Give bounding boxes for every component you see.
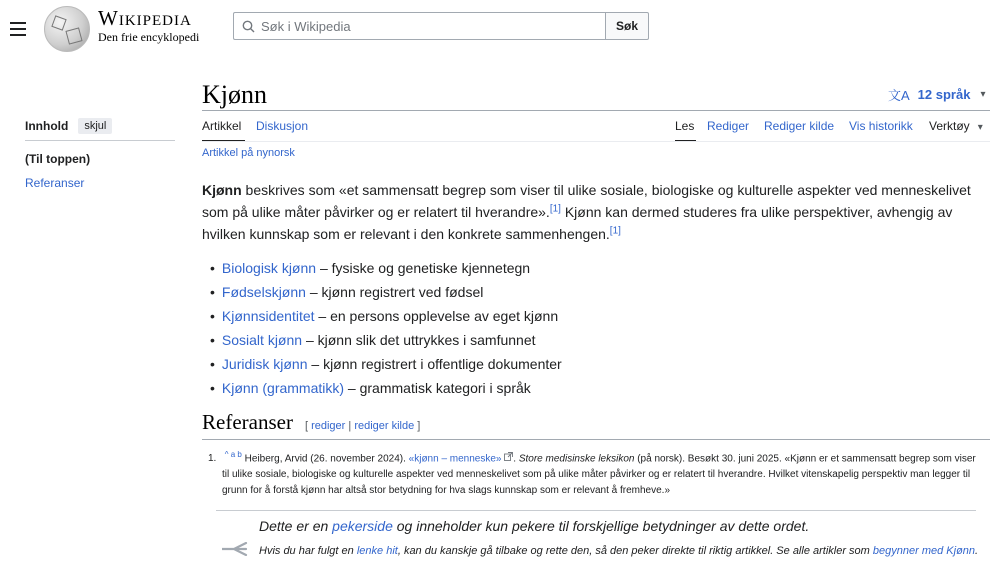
reference-title-link[interactable]: «kjønn – menneske» (408, 453, 502, 465)
tab-history[interactable]: Vis historikk (849, 119, 913, 133)
list-item (210, 352, 562, 376)
reference-author: Heiberg, Arvid (26. november 2024). (241, 453, 409, 465)
lead-paragraph (202, 179, 972, 245)
citation-link[interactable]: [1] (549, 203, 561, 215)
list-item (210, 328, 562, 352)
tools-menu[interactable] (929, 119, 983, 133)
tab-article[interactable]: Artikkel (202, 119, 242, 133)
reference-source: Store medisinske leksikon (516, 453, 635, 465)
meaning-link[interactable]: Kjønnsidentitet (221, 308, 315, 324)
tab-edit-source[interactable]: Rediger kilde (764, 119, 835, 133)
search-placeholder: Søk i Wikipedia (261, 18, 351, 34)
tab-edit[interactable]: Rediger (707, 119, 750, 133)
language-button[interactable] (888, 85, 985, 104)
search-form (233, 12, 649, 40)
references-divider (202, 439, 990, 440)
search-input[interactable] (233, 12, 605, 40)
translate-icon: 文A (888, 88, 910, 103)
meanings-list (210, 256, 562, 400)
meaning-desc: – grammatisk kategori i språk (344, 380, 531, 396)
chevron-down-icon: ▾ (977, 122, 983, 133)
toc-item-references[interactable]: Referanser (25, 176, 85, 190)
lead-text-1: beskrives som «et sammensatt begrep som viser til ulike sosiale, biologiske og kulturelle aspekter ved menneskelivet som på ulike måter påvirker og er relatert til hverandre». (202, 182, 971, 220)
search-button[interactable]: Søk (605, 12, 649, 40)
meaning-desc: – kjønn slik det uttrykkes i samfunnet (302, 332, 536, 348)
language-count: 12 språk (917, 87, 971, 102)
nynorsk-link[interactable]: Artikkel på nynorsk (202, 147, 295, 159)
tools-label: Verktøy (929, 119, 970, 133)
chevron-down-icon: ▾ (980, 89, 986, 100)
toc-header (25, 118, 112, 134)
meaning-desc: – kjønn registrert ved fødsel (305, 284, 484, 300)
followed-link-link[interactable]: lenke hit (356, 545, 398, 557)
wikipedia-globe-logo[interactable] (44, 6, 90, 52)
wordmark-tagline: Den frie encyklopedi (98, 30, 200, 44)
external-link-icon (504, 452, 513, 461)
search-icon (242, 20, 255, 33)
disambiguation-line-1 (259, 518, 809, 534)
wordmark-title: Wikipedia (98, 6, 192, 30)
section-edit-links: [ rediger | rediger kilde ] (304, 420, 421, 432)
section-edit-link[interactable]: rediger (311, 420, 346, 432)
tab-talk[interactable]: Diskusjon (256, 119, 309, 133)
disambiguation-text: , kan du kanskje gå tilbake og rette den, så den peker direkte til riktig artikkel. Se alle artikler som (397, 545, 873, 557)
meaning-link[interactable]: Biologisk kjønn (221, 260, 317, 276)
reference-item: 1. $^{\^{} a b}$ Heiberg, Arvid (26. november 2024). «kjønn – menneske» . Store medisinske leksikon (på norsk). Besøkt 30. juni 2025. «Kjønn er et sammensatt begrep som viser til ulike sosiale, biologiske og kulturelle aspekter ved menneskelivet som på ulike måter påvirker og er relatert til hverandre. Hvilket vitenskapelig perspektiv man legger til grunn for å forstå kjønn har altså stor betydning for hva slags kunnskap som er relevant å fremheve.» (208, 450, 976, 497)
references-title: Referanser (202, 410, 293, 434)
wikipedia-wordmark[interactable] (98, 8, 199, 45)
list-item (210, 376, 562, 400)
disambiguation-link[interactable]: pekerside (332, 518, 393, 534)
main-menu-icon[interactable] (10, 22, 26, 36)
tab-read[interactable]: Les (675, 119, 695, 133)
disambiguation-text: og inneholder kun pekere til forskjellige betydninger av dette ordet. (392, 518, 810, 534)
disambiguation-icon (222, 542, 248, 556)
disambiguation-text: Dette er en (259, 518, 333, 534)
disambiguation-text: . (975, 545, 979, 557)
meaning-link[interactable]: Sosialt kjønn (221, 332, 303, 348)
list-item (210, 304, 562, 328)
prefix-index-link[interactable]: begynner med Kjønn (872, 545, 976, 557)
references-heading (202, 410, 420, 435)
title-divider (202, 110, 990, 111)
reference-number: 1. (208, 453, 217, 465)
toc-title: Innhold (25, 119, 69, 133)
disambiguation-divider (216, 510, 976, 511)
tabs-divider (202, 141, 990, 142)
citation-link[interactable]: [1] (609, 225, 621, 237)
disambiguation-text: Hvis du har fulgt en (259, 545, 357, 557)
toc-hide-button[interactable]: skjul (78, 118, 112, 134)
meaning-link[interactable]: Juridisk kjønn (221, 356, 308, 372)
meaning-desc: – en persons opplevelse av eget kjønn (314, 308, 559, 324)
meaning-link[interactable]: Kjønn (grammatikk) (221, 380, 345, 396)
reference-backlinks[interactable]: ^ a b (224, 450, 242, 459)
meaning-desc: – fysiske og genetiske kjennetegn (316, 260, 531, 276)
list-item (210, 280, 562, 304)
list-item (210, 256, 562, 280)
disambiguation-line-2 (259, 541, 979, 561)
lead-text-2: Kjønn kan dermed studeres fra ulike perspektiver, avhengig av hvilken kunnskap som er relevant i den konkrete sammenhengen. (202, 204, 953, 242)
reference-rest: (på norsk). Besøkt 30. juni 2025. «Kjønn er et sammensatt begrep som viser til ulike sosiale, biologiske og kulturelle aspekter ved menneskelivet som på ulike måter påvirker og er relatert til hverandre. Hvilket vitenskapelig perspektiv man legger til grunn for å forstå kjønn har altså stor betydning for hva slags kunnskap som er relevant å fremheve.» (222, 453, 976, 497)
lead-bold-term: Kjønn (202, 182, 242, 198)
toc-item-top[interactable]: (Til toppen) (25, 152, 91, 166)
meaning-link[interactable]: Fødselskjønn (221, 284, 306, 300)
section-edit-source-link[interactable]: rediger kilde (354, 420, 415, 432)
meaning-desc: – kjønn registrert i offentlige dokumenter (307, 356, 562, 372)
page-title: Kjønn (202, 80, 267, 109)
toc-divider (25, 140, 175, 141)
